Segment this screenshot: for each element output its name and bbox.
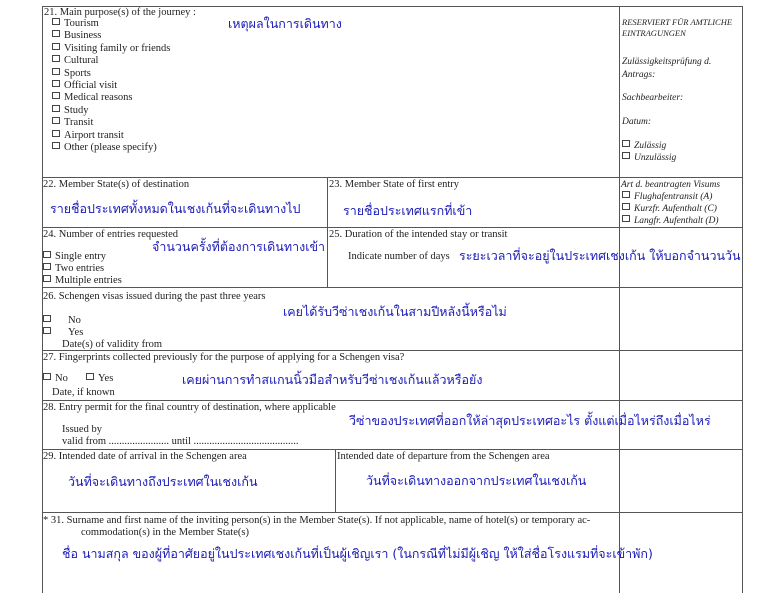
q26-option-yes[interactable]: Yes bbox=[43, 327, 83, 339]
checkbox-icon[interactable] bbox=[43, 263, 51, 270]
q31-thai-note[interactable]: ชื่อ นามสกุล ของผู้ที่อาศัยอยู่ในประเทศเชงเก้นที่เป็นผู้เชิญเรา (ในกรณีที่ไม่มีผู้เชิญ ให้ใส่ชื่อโรงแรมที่จะเข้าพัก) bbox=[62, 546, 653, 561]
official-admissibility: Zulässigkeitsprüfung d. Antrags: bbox=[622, 57, 712, 80]
checkbox-icon[interactable] bbox=[52, 68, 60, 75]
row-divider-21 bbox=[42, 177, 743, 178]
checkbox-icon[interactable] bbox=[52, 55, 60, 62]
q27-thai-note: เคยผ่านการทำสแกนนิ้วมือสำหรับวีซ่าเชงเก้นแล้วหรือยัง bbox=[182, 372, 483, 387]
q21-option-business[interactable]: Business bbox=[52, 30, 170, 42]
q28-valid-from-field[interactable]: valid from ....................... until ........................................ bbox=[62, 436, 299, 447]
form-outer-right-border bbox=[742, 6, 743, 593]
col-divider-22-23 bbox=[327, 177, 328, 287]
q24-option-two[interactable]: Two entries bbox=[43, 263, 104, 275]
official-admissible[interactable]: Zulässig bbox=[622, 140, 666, 153]
official-visa-type-a[interactable]: Flughafentransit (A) bbox=[622, 191, 712, 204]
official-visa-type-c[interactable]: Kurzfr. Aufenthalt (C) bbox=[622, 203, 717, 216]
checkbox-icon[interactable] bbox=[52, 30, 60, 37]
q31-label: * 31. Surname and first name of the inviting person(s) in the Member State(s). If not applicable, name of hotel(s) or temporary ac- commodation(s) in the Member State(s) bbox=[43, 515, 591, 539]
q30-label: Intended date of departure from the Schengen area bbox=[337, 451, 550, 462]
q21-option-official-visit[interactable]: Official visit bbox=[52, 80, 170, 92]
q27-date-label: Date, if known bbox=[52, 387, 115, 398]
row-divider-24 bbox=[42, 287, 743, 288]
q24-option-single[interactable]: Single entry bbox=[43, 251, 106, 263]
q21-options bbox=[52, 18, 170, 154]
q27-label: 27. Fingerprints collected previously for the purpose of applying for a Schengen visa? bbox=[43, 352, 405, 363]
official-visa-type-heading: Art d. beantragten Visums bbox=[621, 180, 721, 190]
checkbox-icon[interactable] bbox=[622, 152, 630, 159]
q21-option-airport-transit[interactable]: Airport transit bbox=[52, 130, 170, 142]
q21-thai-note: เหตุผลในการเดินทาง bbox=[228, 16, 342, 31]
q27-option-yes[interactable]: Yes bbox=[86, 373, 113, 385]
official-inadmissible[interactable]: Unzulässig bbox=[622, 152, 676, 165]
official-column-divider bbox=[619, 6, 620, 593]
q29-label: 29. Intended date of arrival in the Schengen area bbox=[43, 451, 247, 462]
q25-label: 25. Duration of the intended stay or transit bbox=[329, 229, 508, 240]
q30-thai-note[interactable]: วันที่จะเดินทางออกจากประเทศในเชงเก้น bbox=[366, 473, 587, 488]
checkbox-icon[interactable] bbox=[52, 43, 60, 50]
q21-option-other[interactable]: Other (please specify) bbox=[52, 142, 170, 154]
q21-option-study[interactable]: Study bbox=[52, 105, 170, 117]
checkbox-icon[interactable] bbox=[43, 315, 51, 322]
q21-option-transit[interactable]: Transit bbox=[52, 117, 170, 129]
q28-issued-by-label: Issued by bbox=[62, 424, 102, 435]
q21-heading: 21. Main purpose(s) of the journey : bbox=[44, 7, 196, 18]
q21-option-sports[interactable]: Sports bbox=[52, 68, 170, 80]
q21-option-cultural[interactable]: Cultural bbox=[52, 55, 170, 67]
q26-label: 26. Schengen visas issued during the past three years bbox=[43, 291, 266, 302]
checkbox-icon[interactable] bbox=[52, 92, 60, 99]
official-officer: Sachbearbeiter: bbox=[622, 93, 684, 103]
q24-option-multiple[interactable]: Multiple entries bbox=[43, 275, 122, 287]
checkbox-icon[interactable] bbox=[622, 215, 630, 222]
q29-thai-note[interactable]: วันที่จะเดินทางถึงประเทศในเชงเก้น bbox=[68, 474, 258, 489]
col-divider-29-30 bbox=[335, 449, 336, 512]
checkbox-icon[interactable] bbox=[622, 203, 630, 210]
q27-option-no[interactable]: No bbox=[43, 373, 68, 385]
official-date: Datum: bbox=[622, 117, 652, 127]
q28-label: 28. Entry permit for the final country of destination, where applicable bbox=[43, 402, 336, 413]
checkbox-icon[interactable] bbox=[43, 373, 51, 380]
checkbox-icon[interactable] bbox=[52, 18, 60, 25]
checkbox-icon[interactable] bbox=[86, 373, 94, 380]
q24-thai-note: จำนวนครั้งที่ต้องการเดินทางเข้า bbox=[152, 239, 326, 254]
checkbox-icon[interactable] bbox=[52, 142, 60, 149]
checkbox-icon[interactable] bbox=[43, 275, 51, 282]
checkbox-icon[interactable] bbox=[52, 130, 60, 137]
checkbox-icon[interactable] bbox=[622, 191, 630, 198]
checkbox-icon[interactable] bbox=[52, 105, 60, 112]
checkbox-icon[interactable] bbox=[43, 251, 51, 258]
official-reserved-heading: RESERVIERT FÜR AMTLICHE EINTRAGUNGEN bbox=[622, 17, 733, 38]
q26-thai-note: เคยได้รับวีซ่าเชงเก้นในสามปีหลังนี้หรือไม่ bbox=[283, 304, 507, 319]
q25-sub-label: Indicate number of days bbox=[348, 251, 450, 262]
official-visa-type-d[interactable]: Langfr. Aufenthalt (D) bbox=[622, 215, 719, 228]
q26-option-no[interactable]: No bbox=[43, 315, 81, 327]
q21-option-visiting[interactable]: Visiting family or friends bbox=[52, 43, 170, 55]
row-divider-29 bbox=[42, 512, 743, 513]
q23-thai-note[interactable]: รายชื่อประเทศแรกที่เข้า bbox=[343, 203, 473, 218]
q22-thai-note[interactable]: รายชื่อประเทศทั้งหมดในเชงเก้นที่จะเดินทางไป bbox=[50, 201, 301, 216]
q24-label: 24. Number of entries requested bbox=[43, 229, 178, 240]
q26-validity-label: Date(s) of validity from bbox=[62, 339, 163, 350]
checkbox-icon[interactable] bbox=[52, 117, 60, 124]
row-divider-27 bbox=[42, 400, 743, 401]
q25-thai-note[interactable]: ระยะเวลาที่จะอยู่ในประเทศเชงเก้น ให้บอกจำนวนวัน bbox=[459, 248, 741, 263]
row-divider-28 bbox=[42, 449, 743, 450]
q21-option-tourism[interactable]: Tourism bbox=[52, 18, 170, 30]
checkbox-icon[interactable] bbox=[622, 140, 630, 147]
checkbox-icon[interactable] bbox=[52, 80, 60, 87]
q23-label: 23. Member State of first entry bbox=[329, 179, 460, 190]
q21-option-medical[interactable]: Medical reasons bbox=[52, 92, 170, 104]
checkbox-icon[interactable] bbox=[43, 327, 51, 334]
q22-label: 22. Member State(s) of destination bbox=[43, 179, 190, 190]
q28-thai-note: วีซ่าของประเทศที่ออกให้ล่าสุดประเทศอะไร ตั้งแต่เมื่อไหร่ถึงเมื่อไหร่ bbox=[349, 413, 711, 428]
